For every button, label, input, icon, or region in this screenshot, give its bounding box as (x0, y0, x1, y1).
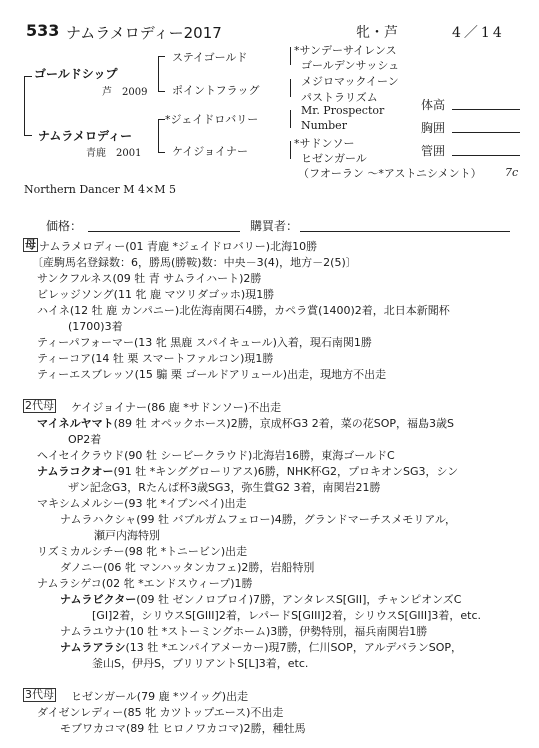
buyer-label: 購買者： (250, 219, 299, 233)
ggp-7: *サドンソー (294, 137, 355, 150)
cannon-label: 管囲 (421, 144, 446, 158)
dam-info: 青鹿 2001 (86, 148, 142, 159)
birth-date: 4／14 (452, 25, 505, 41)
second-dam-line-17: 釜山S，伊丹S，ブリリアントS[L]3着，etc. (92, 657, 309, 670)
second-dam-line-7: マキシムメルシー(93 牝 *イブンベイ)出走 (37, 497, 247, 510)
height-label: 体高 (421, 98, 446, 112)
sire-dam: ポイントフラッグ (172, 84, 260, 97)
sire-sire: ステイゴールド (172, 51, 248, 64)
second-dam-line-10: リズミカルシチー(98 牝 *トニービン)出走 (37, 545, 248, 558)
dam-line-2: 〔産駒馬名登録数：6，勝馬(勝鞍)数：中央－3(4)，地方－2(5)〕 (32, 256, 357, 269)
dam-line-1: ナムラメロディー(01 青鹿 *ジェイドロバリー)北海10勝 (39, 240, 318, 253)
cannon-field (452, 155, 520, 156)
third-dam-line-1: ヒゼンガール(79 鹿 *ツイッグ)出走 (71, 690, 249, 703)
second-dam-line-5: ナムラコクオー(91 牡 *キンググローリアス)6勝，NHK杯G2，プロキオンSG3，シン (37, 465, 459, 478)
second-dam-line-12: ナムラシゲコ(02 牝 *エンドスウィープ)1勝 (37, 577, 253, 590)
second-dam-line-11: ダノニー(06 牝 マンハッタンカフェ)2勝，岩船特別 (60, 561, 315, 574)
dam-line-4: ビレッジソング(11 牝 鹿 マツリダゴッホ)現1勝 (37, 288, 275, 301)
second-dam-line-1: ケイジョイナー(86 鹿 *サドンソー)不出走 (71, 401, 282, 414)
second-dam-line-15: ナムラユウナ(10 牡 *ストーミングホーム)3勝，伊勢特別，福兵南関岩1勝 (60, 625, 428, 638)
dam-section-tag: 母 (25, 238, 36, 251)
ggp-4: パストラリズム (301, 91, 378, 104)
sire-info: 芦 2009 (102, 87, 148, 98)
second-dam-line-14: [GI]2着，シリウスS[GIII]2着，レパードS[GIII]2着，シリウスS[GIII]3着，etc. (92, 609, 482, 622)
third-dam-line-2: ダイゼンレディー(85 牝 カツトップエース)不出走 (37, 706, 284, 719)
buyer-field (300, 231, 510, 232)
dam-dam: ケイジョイナー (172, 145, 249, 158)
ggp-2: ゴールデンサッシュ (301, 59, 400, 72)
dam-sire: *ジェイドロバリー (165, 113, 259, 126)
second-dam-line-3: OP2着 (68, 433, 102, 446)
second-dam-line-16: ナムラアラシ(13 牡 *エンパイアメーカー)現7勝，仁川SOP，アルデバランSOP， (60, 641, 462, 654)
chest-field (452, 132, 520, 133)
ggp-3: メジロマックイーン (301, 75, 399, 88)
lot-number: 533 (26, 21, 60, 40)
height-field (452, 109, 520, 110)
ggp-1: *サンデーサイレンス (294, 44, 397, 57)
second-dam-line-13: ナムラビクター(09 牡 ゼンノロブロイ)7勝，アンタレスS[GII]，チャンピオンズC (60, 593, 462, 606)
price-label: 価格： (46, 219, 83, 233)
ggp-8: ヒゼンガール (301, 152, 367, 165)
family-line: （フオーラン ～*アストニシメント） (298, 167, 482, 180)
price-field (88, 231, 240, 232)
third-dam-line-3: モブワカコマ(89 牡 ヒロノワカコマ)2勝，種牡馬 (60, 722, 306, 735)
sex-color: 牝・芦 (356, 25, 398, 41)
second-dam-line-2: マイネルヤマト(89 牡 オペックホース)2勝，京成杯G3 2着，菜の花SOP，福島3歳S (37, 417, 454, 430)
second-dam-line-4: ヘイセイクラウド(90 牡 シービークラウド)北海岩16勝，東海ゴールドC (37, 449, 395, 462)
dam-line-8: ティーコア(14 牡 栗 スマートファルコン)現1勝 (37, 352, 274, 365)
ggp-5: Mr. Prospector (301, 104, 385, 117)
third-dam-tag: 3代母 (25, 688, 54, 701)
dam-line-6: (1700)3着 (68, 320, 123, 333)
horse-title: ナムラメロディー2017 (66, 24, 222, 42)
dam-line-3: サンクフルネス(09 牡 青 サムライハート)2勝 (37, 272, 262, 285)
dam-name: ナムラメロディー (38, 129, 133, 143)
chest-label: 胸囲 (421, 121, 446, 135)
dam-line-5: ハイネ(12 牡 鹿 カンパニー)北佐海南関石4勝，カペラ賞(1400)2着，北日本新聞杯 (37, 304, 450, 317)
second-dam-tag: 2代母 (25, 399, 54, 412)
second-dam-line-6: ザン記念G3，Rたんぱ杯3歳SG3，弥生賞G2 3着，南関岩21勝 (68, 481, 381, 494)
dam-line-9: ティーエスブレッソ(15 騸 栗 ゴールドアリュール)出走，現地方不出走 (37, 368, 387, 381)
second-dam-line-9: 瀬戸内海特別 (94, 529, 160, 542)
inbreeding-note: Northern Dancer M 4×M 5 (24, 183, 176, 196)
family-number: 7c (505, 166, 519, 179)
dam-line-7: ティーパフォーマー(13 牝 黒鹿 スパイキュール)入着，現石南関1勝 (37, 336, 372, 349)
sire-name: ゴールドシップ (34, 67, 118, 81)
ggp-6: Number (301, 119, 347, 132)
second-dam-line-8: ナムラハクシャ(99 牡 バブルガムフェロー)4勝，グランドマーチスメモリアル， (60, 513, 457, 526)
